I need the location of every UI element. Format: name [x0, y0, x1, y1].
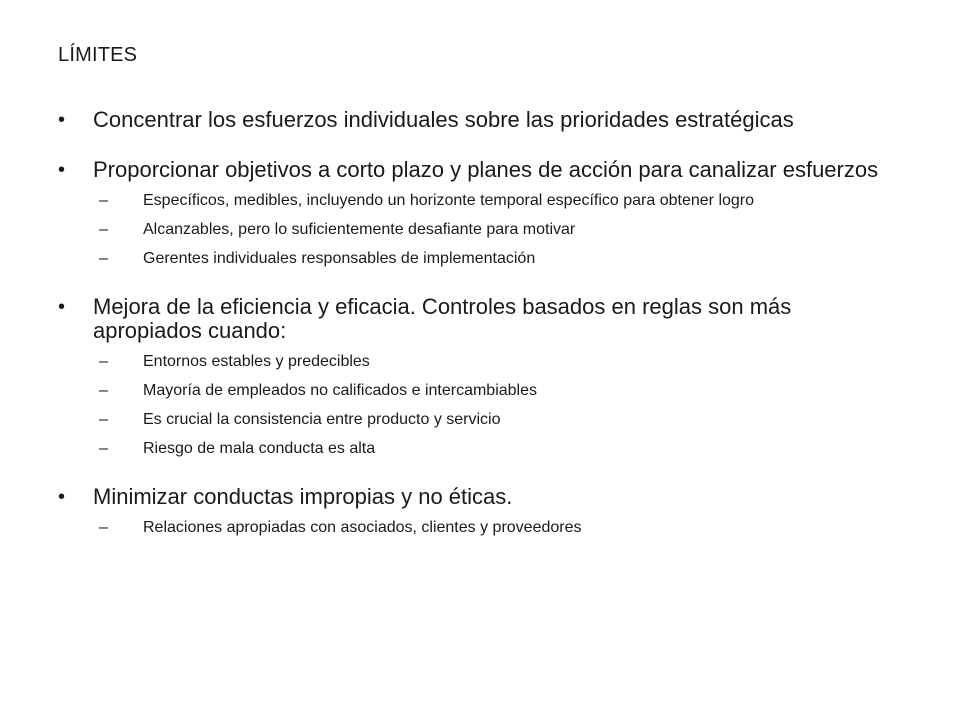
sub-bullet-text: Alcanzables, pero lo suficientemente desafiante para motivar [143, 221, 576, 238]
sub-bullet-text: Entornos estables y predecibles [143, 353, 370, 370]
sub-bullet-text: Mayoría de empleados no calificados e intercambiables [143, 382, 537, 399]
bullet-item [58, 485, 898, 538]
bullet-dot-icon: • [58, 159, 66, 181]
bullet-text: Mejora de la eficiencia y eficacia. Controles basados en reglas son más apropiados cuando: [93, 294, 792, 343]
slide-title: LÍMITES [58, 44, 138, 66]
sub-bullet-list [93, 517, 898, 538]
dash-icon: – [99, 221, 108, 238]
dash-icon: – [99, 382, 108, 399]
bullet-item [58, 158, 898, 269]
dash-icon: – [99, 519, 108, 536]
bullet-text: Concentrar los esfuerzos individuales sobre las prioridades estratégicas [93, 107, 794, 132]
dash-icon: – [99, 250, 108, 267]
bullet-list [58, 108, 898, 564]
bullet-dot-icon: • [58, 296, 66, 318]
sub-bullet-item [93, 438, 898, 459]
dash-icon: – [99, 440, 108, 457]
sub-bullet-text: Específicos, medibles, incluyendo un horizonte temporal específico para obtener logro [143, 192, 755, 209]
bullet-item [58, 295, 898, 459]
bullet-dot-icon: • [58, 486, 66, 508]
sub-bullet-text: Relaciones apropiadas con asociados, clientes y proveedores [143, 519, 582, 536]
dash-icon: – [99, 353, 108, 370]
sub-bullet-list [93, 351, 898, 459]
sub-bullet-item [93, 190, 898, 211]
sub-bullet-item [93, 351, 898, 372]
sub-bullet-text: Riesgo de mala conducta es alta [143, 440, 376, 457]
bullet-text: Minimizar conductas impropias y no éticas. [93, 484, 513, 509]
bullet-dot-icon: • [58, 109, 66, 131]
sub-bullet-text: Es crucial la consistencia entre producto y servicio [143, 411, 501, 428]
sub-bullet-list [93, 190, 898, 269]
sub-bullet-item [93, 409, 898, 430]
bullet-item [58, 108, 898, 132]
dash-icon: – [99, 411, 108, 428]
bullet-text: Proporcionar objetivos a corto plazo y planes de acción para canalizar esfuerzos [93, 157, 879, 182]
sub-bullet-text: Gerentes individuales responsables de implementación [143, 250, 536, 267]
sub-bullet-item [93, 219, 898, 240]
dash-icon: – [99, 192, 108, 209]
sub-bullet-item [93, 248, 898, 269]
sub-bullet-item [93, 517, 898, 538]
sub-bullet-item [93, 380, 898, 401]
